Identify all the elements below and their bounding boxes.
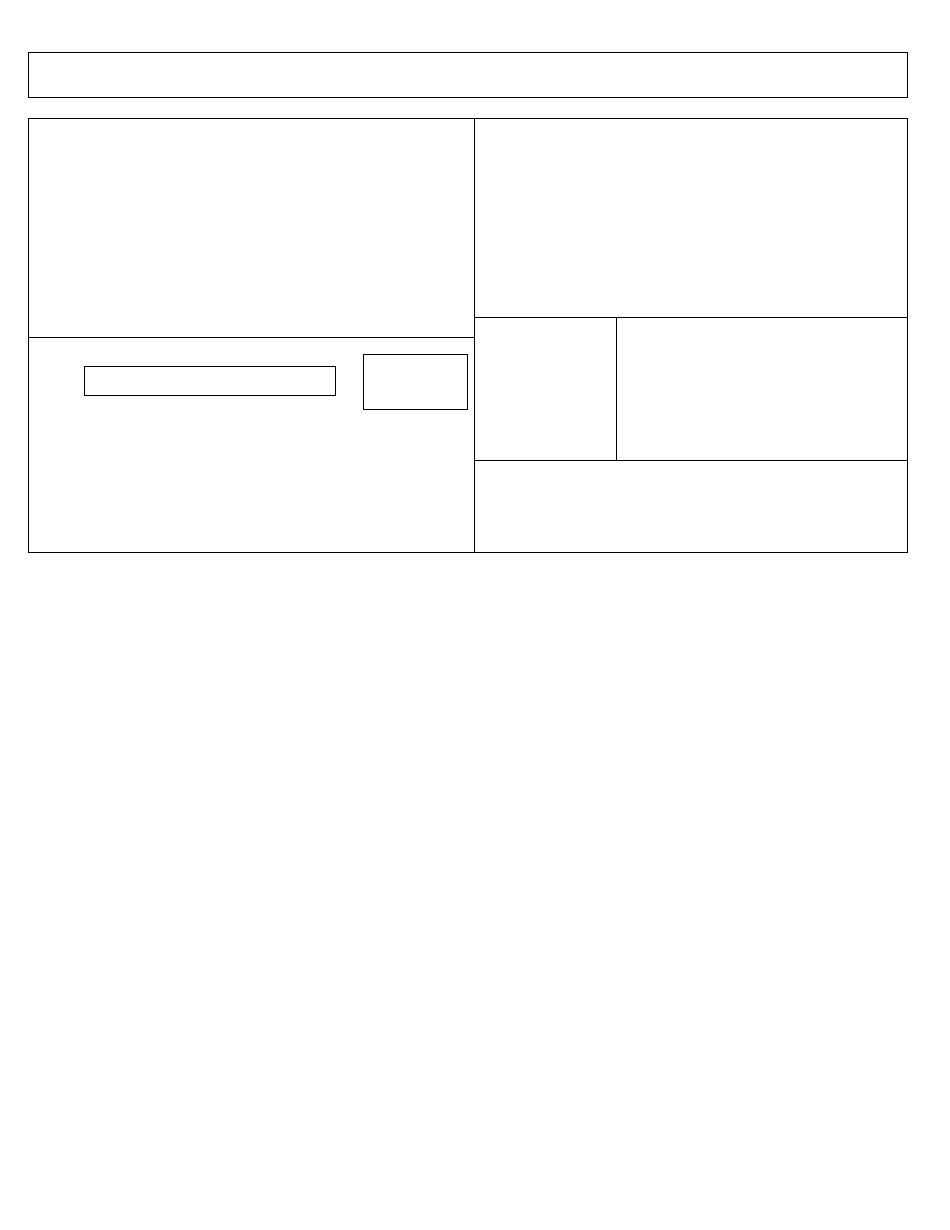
office-use-block [475, 318, 617, 460]
left-column [28, 118, 475, 553]
tax-lines-block [29, 119, 474, 338]
account-no-field[interactable] [363, 354, 468, 410]
form-copy-top [28, 52, 908, 553]
right-column [475, 118, 908, 553]
licensee-block [29, 338, 474, 550]
federal-id-field[interactable] [84, 366, 336, 396]
period-end-date-block [475, 461, 907, 552]
form-title [29, 53, 907, 56]
payment-instructions-block [617, 318, 907, 460]
form-header-box [28, 52, 908, 98]
spacer [617, 323, 907, 336]
filing-due-dates [481, 465, 907, 482]
balance-and-signature-block [475, 119, 907, 318]
form-body [28, 118, 908, 553]
office-and-payment-row [475, 318, 907, 461]
no-wages-notice [28, 98, 908, 118]
